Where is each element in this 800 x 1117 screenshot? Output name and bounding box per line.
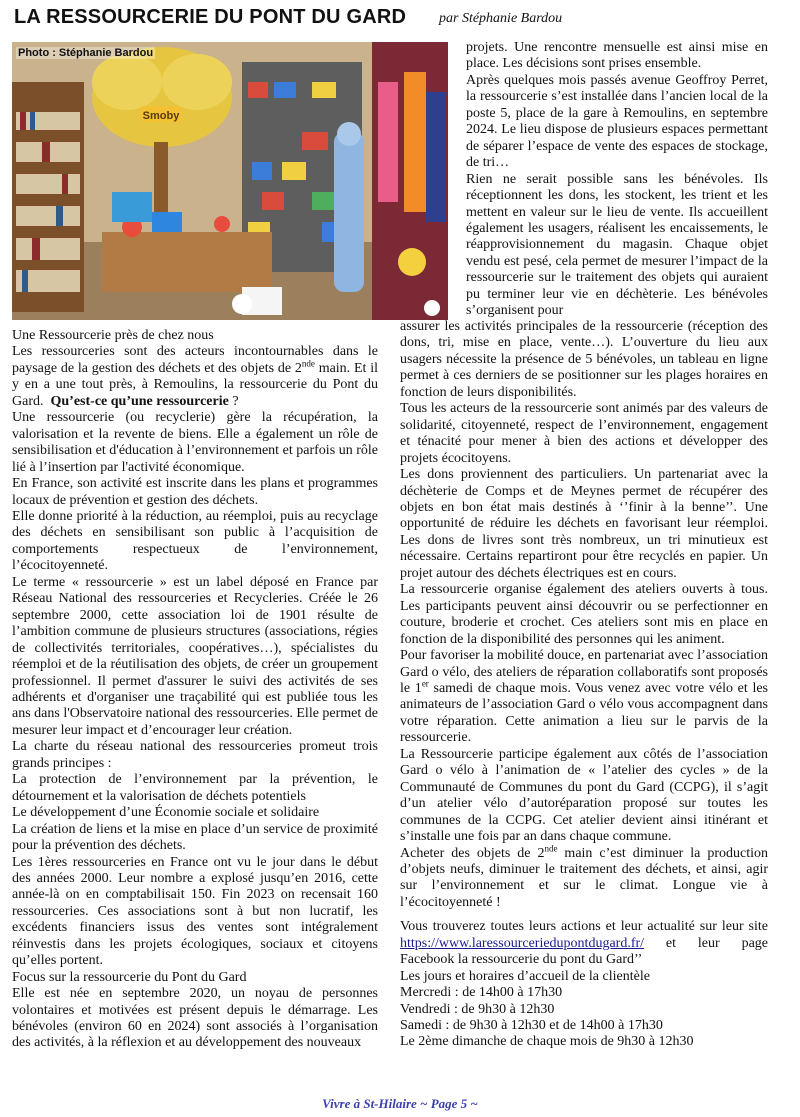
paragraph: Rien ne serait possible sans les bénévoles. Ils réceptionnent les dons, les stockent, les trient et les mettent en valeur sur le lieu de vente. Ils accueillent également les usagers, réalisent les encaissements, le réapprovisionnement du magasin. Chaque objet vendu est pesé, cela permet de mesurer l’impact de la ressourcerie sur le traitement des objets qui auraient pu terminer leur vie en déchèterie. Les bénévoles s’organisent pour (466, 171, 768, 319)
page-footer: Vivre à St-Hilaire ~ Page 5 ~ (322, 1096, 478, 1111)
paragraph: assurer les activités principales de la ressourcerie (réception des dons, tri, mise en place, vente…). L’ouverture du lieu aux usagers nécessite la présence de 5 bénévoles, un tableau en ligne permet à ces derniers de se positionner sur les plages horaires en fonction de leurs disponibilités. (400, 319, 768, 400)
hours-line: Mercredi : de 14h00 à 17h30 (400, 985, 563, 1001)
paragraph: Les ressourceries sont des acteurs incontournables dans le paysage de la gestion des déchets et des objets de 2nde main. Et il y en a une tout près, à Remoulins, la ressourcerie du Pont du Gard. Qu’est-ce qu’une ressourcerie ? (12, 344, 378, 409)
article-header (14, 6, 786, 32)
paragraph: Vous trouverez toutes leurs actions et leur actualité sur leur site https://www.laressourceriedupontdugard.fr/ et leur page Facebook la ressourcerie du pont du Gard’’ (400, 919, 768, 968)
paragraph: projets. Une rencontre mensuelle est ainsi mise en place. Les décisions sont prises ensemble. (466, 40, 768, 72)
paragraph: Une ressourcerie (ou recyclerie) gère la récupération, la valorisation et la revente de biens. Elle a également un rôle de sensibilisation et d'éducation à l’environnement et parfois un rôle lié à l’insertion par l'activité économique. (12, 410, 378, 475)
paragraph: En France, son activité est inscrite dans les plans et programmes locaux de prévention et gestion des déchets. (12, 476, 378, 508)
subheading: Une Ressourcerie près de chez nous (12, 328, 214, 343)
hours-line: Samedi : de 9h30 à 12h30 et de 14h00 à 17h30 (400, 1018, 663, 1034)
hours-line: Vendredi : de 9h30 à 12h30 (400, 1001, 555, 1017)
paragraph: Le développement d’une Économie sociale et solidaire (12, 805, 320, 821)
right-bottom-column (400, 319, 768, 1051)
left-column (12, 328, 378, 1052)
smoby-sign: Smoby (142, 110, 180, 122)
photo-credit: Photo : Stéphanie Bardou (18, 47, 154, 59)
subheading: Focus sur la ressourcerie du Pont du Gard (12, 969, 247, 985)
paragraph: La Ressourcerie participe également aux côtés de l’association Gard o vélo à l’animation de « l’atelier des cycles » de la Communauté de Communes du pont du Gard (CCPG), il s’agit d’un atelier vélo d’autoréparation proposé sur toutes les communes de la CCPG. Cet atelier devient ainsi itinérant et s’installe une fois par an dans chaque commune. (400, 746, 768, 845)
website-link[interactable]: https://www.laressourceriedupontdugard.fr/ (400, 935, 645, 951)
shop-interior-illustration (12, 42, 448, 320)
inline-question: Qu’est-ce qu’une ressourcerie (50, 393, 229, 409)
paragraph: Tous les acteurs de la ressourcerie sont animés par des valeurs de solidarité, citoyenneté, respect de l’environnement, engagement et ténacité pour mener à bien des actions et développer des projets écocitoyens. (400, 401, 768, 466)
hours-line: Le 2ème dimanche de chaque mois de 9h30 à 12h30 (400, 1034, 694, 1050)
hours-heading: Les jours et horaires d’accueil de la clientèle (400, 968, 650, 984)
paragraph: Les dons proviennent des particuliers. Un partenariat avec la déchèterie de Comps et de Meynes permet de récupérer des objets en bon état mais destinés à ‘’finir à la benne’’. Une opportunité de réduire les déchets en favorisant leur réemploi. Les dons de livres sont très nombreux, un tri minutieux est nécessaire. Certains repartiront pour être recyclés en papier. Un projet autour des déchets électriques est en cours. (400, 467, 768, 581)
paragraph: Elle est née en septembre 2020, un noyau de personnes volontaires et motivées est présent depuis le démarrage. Les bénévoles (environ 60 en 2024) sont associés à l’organisation des activités, à la réflexion et au développement des nouveaux (12, 986, 378, 1051)
right-top-column (466, 40, 768, 320)
paragraph: Acheter des objets de 2nde main c’est diminuer la production d’objets neufs, diminuer le traitement des déchets, et ainsi, agir sur l’environnement et sur le climat. Longue vie à l’écocitoyenneté ! (400, 842, 768, 910)
paragraph: Le terme « ressourcerie » est un label déposé en France par Réseau National des ressourceries et Recycleries. Créée le 26 septembre 2000, cette association loi de 1901 résulte de l’ambition commune de plusieurs structures (associations, régies de collectivités territoriales, coopératives…), spécialistes du réemploi et de la réutilisation des objets, de créer un groupement professionnel. Il permet d'assurer le suivi des activités de ses adhérents et d'organiser une traçabilité qui est publiée tous les ans dans l'Observatoire national des ressourceries. Elle permet de mesurer leur impact et d’encourager leur création. (12, 574, 379, 738)
paragraph: Elle donne priorité à la réduction, au réemploi, puis au recyclage des déchets en sensibilisant son public à l’acquisition de comportements respectueux de l’environnement, l’écocitoyenneté. (12, 508, 378, 574)
paragraph: Après quelques mois passés avenue Geoffroy Perret, la ressourcerie s’est installée dans l’ancien local de la poste 5, place de la gare à Remoulins, en septembre 2024. Le lieu dispose de plusieurs espaces permettant de séparer l’espace de vente des espaces de stockage, de tri… (466, 72, 768, 171)
paragraph: Pour favoriser la mobilité douce, en partenariat avec l’association Gard o vélo, des ateliers de réparation collaboratifs sont proposés le 1er samedi de chaque mois. Vous venez avec votre vélo et les animateurs de l’association Gard o vélo vous accompagnent dans votre réparation. Cette animation a lieu sur le parvis de la ressourcerie. (400, 648, 769, 746)
article-byline: par Stéphanie Bardou (439, 11, 563, 26)
paragraph: Les 1ères ressourceries en France ont vu le jour dans le début des années 2000. Leur nombre a explosé jusqu’en 2016, cette année-là on en comptabilisait 150. Fin 2023 on recensait 160 ressourceries. Ces associations sont à but non lucratif, les excédents financiers issus des ventes sont intégralement réinvestis dans les projets écologiques, sociaux et citoyens qu’elles portent. (12, 854, 378, 969)
paragraph: La ressourcerie organise également des ateliers ouverts à tous. Les participants peuvent ainsi découvrir ou se perfectionner en couture, broderie et crochet. Ces ateliers sont mis en place en fonction de la disponibilité des personnes qui les animent. (400, 582, 768, 647)
paragraph: La protection de l’environnement par la prévention, le détournement et la valorisation de déchets potentiels (12, 772, 378, 804)
article-title: LA RESSOURCERIE DU PONT DU GARD (14, 6, 407, 28)
paragraph: La charte du réseau national des ressourceries promeut trois grands principes : (12, 739, 378, 771)
paragraph: La création de liens et la mise en place d’un service de proximité pour la prévention des déchets. (12, 821, 378, 854)
article-photo (12, 42, 448, 320)
